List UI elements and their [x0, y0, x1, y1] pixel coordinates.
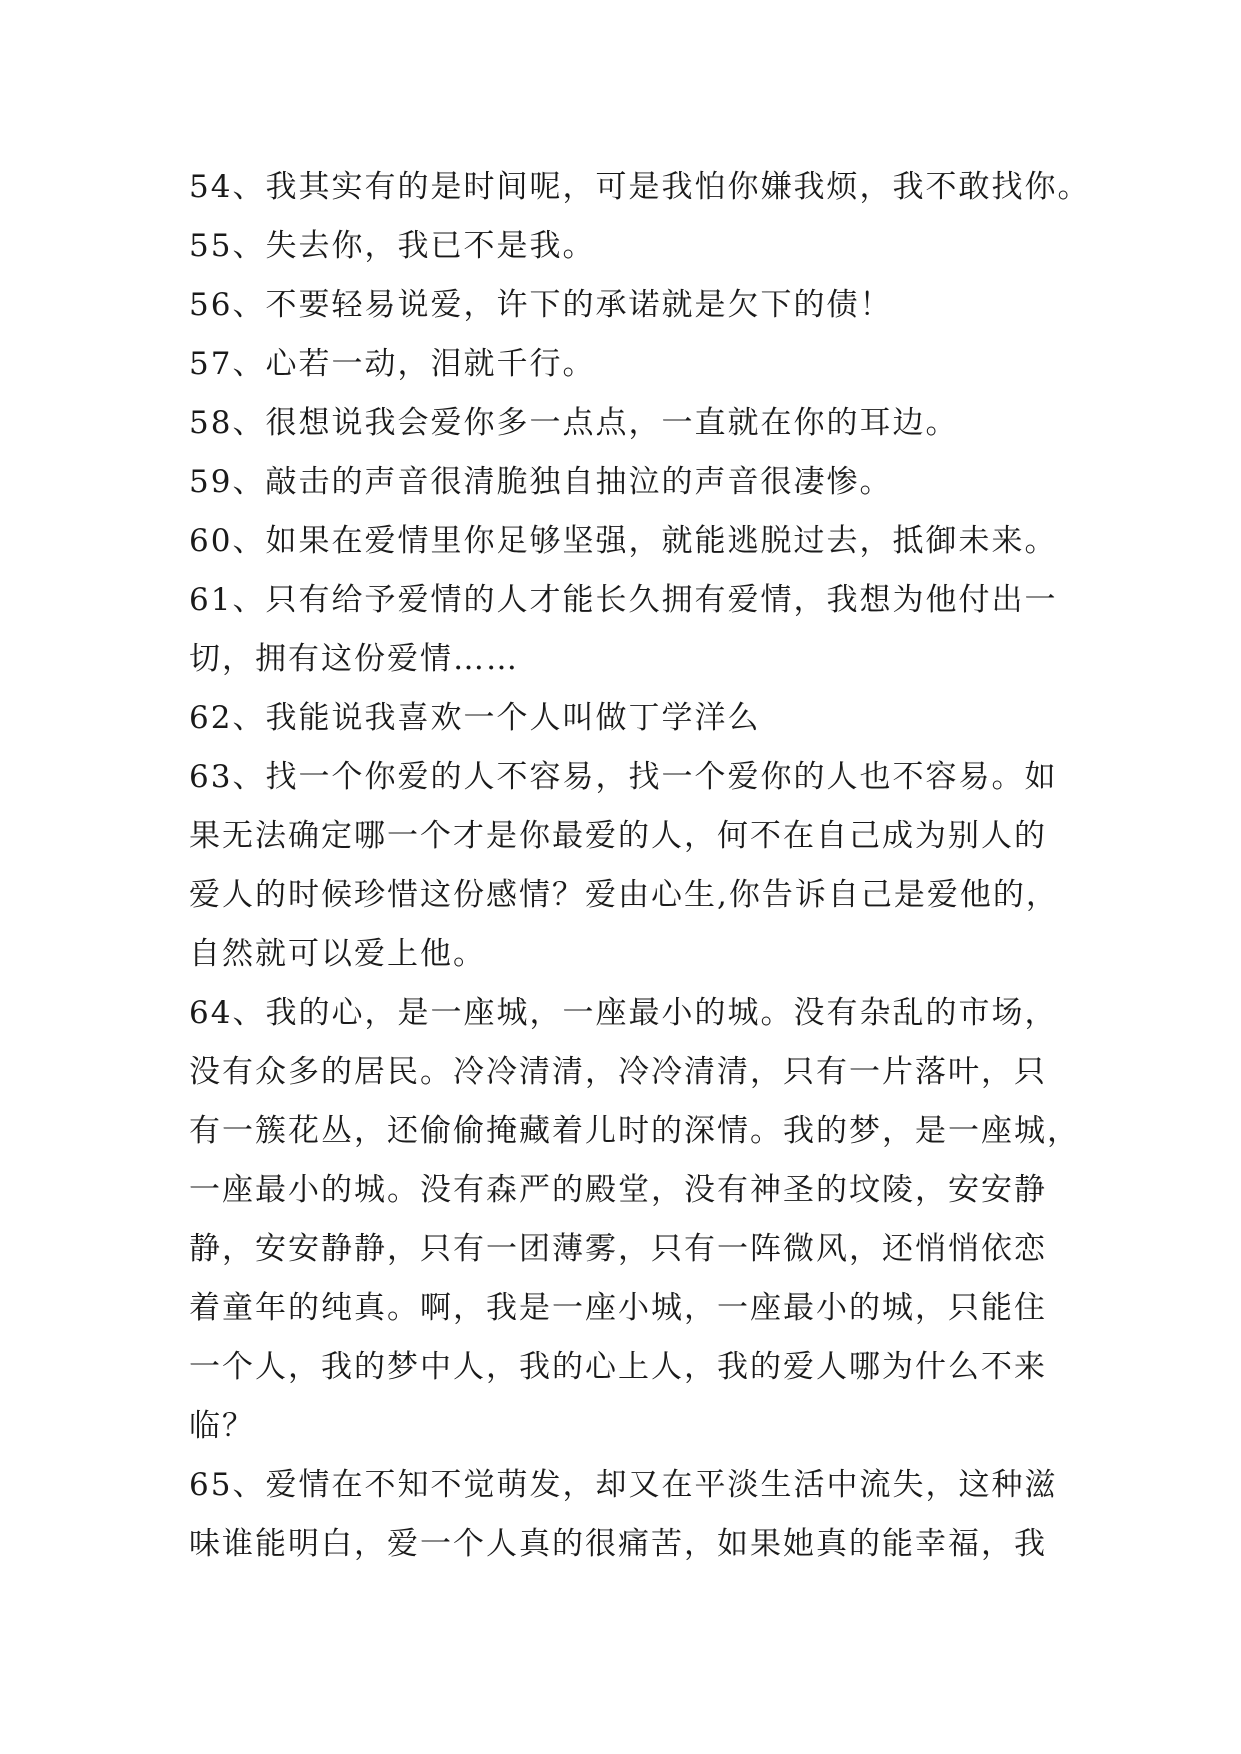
text-line: 爱人的时候珍惜这份感情？爱由心生,你告诉自己是爱他的，	[189, 877, 1059, 913]
text-line: 64、我的心，是一座城，一座最小的城。没有杂乱的市场，	[189, 995, 1058, 1031]
text-line: 57、心若一动，泪就千行。	[189, 346, 596, 382]
text-line: 着童年的纯真。啊，我是一座小城，一座最小的城，只能住	[189, 1290, 1047, 1326]
text-line: 60、如果在爱情里你足够坚强，就能逃脱过去，抵御未来。	[189, 523, 1058, 559]
text-line: 59、敲击的声音很清脆独自抽泣的声音很凄惨。	[189, 464, 893, 500]
document-body-text	[189, 158, 1089, 1574]
text-line: 65、爱情在不知不觉萌发，却又在平淡生活中流失，这种滋	[189, 1467, 1058, 1503]
text-line: 味谁能明白，爱一个人真的很痛苦，如果她真的能幸福，我	[189, 1526, 1047, 1562]
text-line: 临？	[189, 1408, 255, 1444]
text-line: 自然就可以爱上他。	[189, 936, 486, 972]
text-line: 一座最小的城。没有森严的殿堂，没有神圣的坟陵，安安静	[189, 1172, 1047, 1208]
text-line: 切，拥有这份爱情……	[189, 641, 519, 677]
text-line: 56、不要轻易说爱，许下的承诺就是欠下的债！	[189, 287, 893, 323]
text-line: 有一簇花丛，还偷偷掩藏着儿时的深情。我的梦，是一座城，	[189, 1113, 1080, 1149]
text-line: 63、找一个你爱的人不容易，找一个爱你的人也不容易。如	[189, 759, 1058, 795]
text-line: 62、我能说我喜欢一个人叫做丁学洋么	[189, 700, 761, 736]
text-line: 54、我其实有的是时间呢，可是我怕你嫌我烦，我不敢找你。	[189, 169, 1091, 205]
text-line: 没有众多的居民。冷冷清清，冷冷清清，只有一片落叶，只	[189, 1054, 1047, 1090]
text-line: 55、失去你，我已不是我。	[189, 228, 596, 264]
text-line: 58、很想说我会爱你多一点点，一直就在你的耳边。	[189, 405, 959, 441]
text-line: 61、只有给予爱情的人才能长久拥有爱情，我想为他付出一	[189, 582, 1058, 618]
text-line: 静，安安静静，只有一团薄雾，只有一阵微风，还悄悄依恋	[189, 1231, 1047, 1267]
text-line: 果无法确定哪一个才是你最爱的人，何不在自己成为别人的	[189, 818, 1047, 854]
text-line: 一个人，我的梦中人，我的心上人，我的爱人哪为什么不来	[189, 1349, 1047, 1385]
